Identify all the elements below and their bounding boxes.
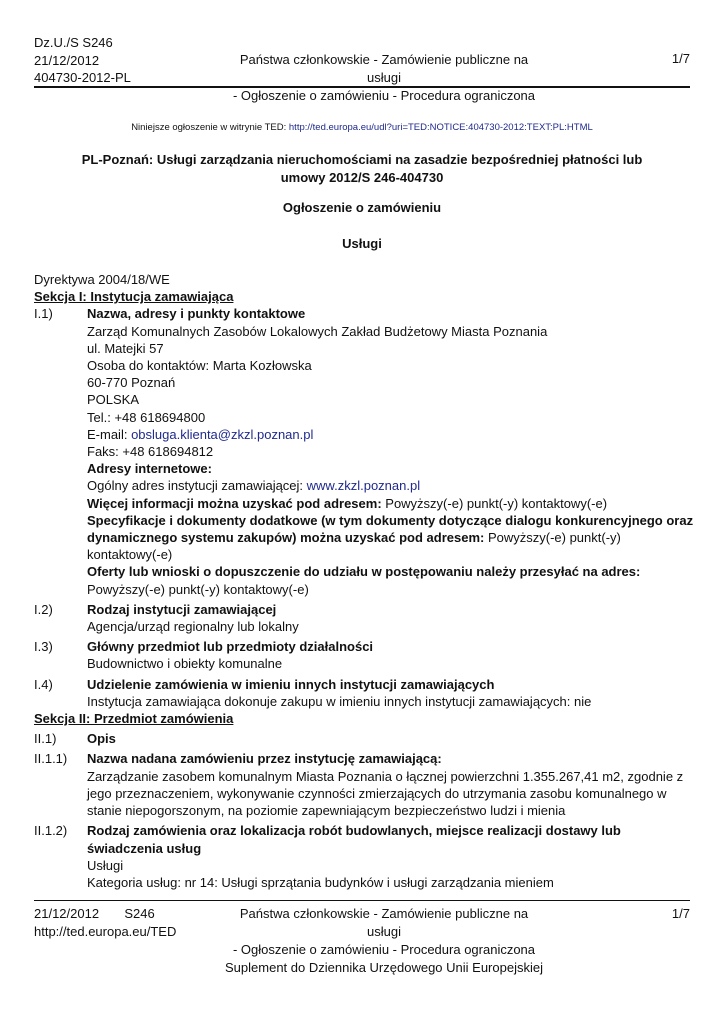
more-info-line: Więcej informacji można uzyskać pod adresem: Powyższy(-e) punkt(-y) kontaktowy(-e) bbox=[87, 495, 608, 511]
footer-line3: Suplement do Dziennika Urzędowego Unii Europejskiej bbox=[225, 960, 543, 975]
item-number: I.2) bbox=[34, 601, 53, 617]
general-address-line: Ogólny adres instytucji zamawiającej: www.zkzl.poznan.pl bbox=[87, 478, 421, 494]
item-ii1 bbox=[34, 730, 694, 747]
item-heading: Nazwa, adresy i punkty kontaktowe bbox=[87, 306, 306, 322]
header-center bbox=[224, 51, 544, 105]
item-text: Usługi bbox=[87, 857, 124, 873]
footer-date-ref: 21/12/2012 S246 bbox=[34, 906, 155, 921]
item-number: I.4) bbox=[34, 676, 53, 692]
header-page-number: 1/7 bbox=[671, 51, 690, 66]
section-1-heading: Sekcja I: Instytucja zamawiająca bbox=[34, 289, 234, 305]
general-url-link[interactable]: www.zkzl.poznan.pl bbox=[306, 478, 421, 494]
item-heading: Udzielenie zamówienia w imieniu innych instytucji zamawiających bbox=[87, 676, 495, 692]
item-text: Agencja/urząd regionalny lub lokalny bbox=[87, 619, 299, 635]
authority-name: Zarząd Komunalnych Zasobów Lokalowych Zakład Budżetowy Miasta Poznania bbox=[87, 323, 548, 339]
item-number: I.3) bbox=[34, 639, 53, 655]
header-date: 21/12/2012 bbox=[34, 52, 100, 68]
header-left bbox=[34, 34, 131, 87]
phone: Tel.: +48 618694800 bbox=[87, 409, 206, 425]
item-heading: Nazwa nadana zamówieniu przez instytucję zamawiającą: bbox=[87, 751, 442, 767]
directive: Dyrektywa 2004/18/WE bbox=[34, 272, 170, 287]
item-number: II.1.1) bbox=[34, 751, 68, 767]
offers-line: Oferty lub wnioski o dopuszczenie do udziału w postępowaniu należy przesyłać na adres: Powyższy(-e) punkt(-y) kontaktowy(-e) bbox=[87, 564, 641, 597]
item-heading: Rodzaj instytucji zamawiającej bbox=[87, 601, 277, 617]
footer-left bbox=[34, 905, 176, 941]
internet-addresses-heading: Adresy internetowe: bbox=[87, 461, 212, 477]
item-number: I.1) bbox=[34, 306, 53, 322]
item-text: Kategoria usług: nr 14: Usługi sprzątania budynków i usługi zarządzania mieniem bbox=[87, 874, 554, 890]
item-ii12 bbox=[34, 822, 694, 891]
item-number: II.1) bbox=[34, 731, 57, 747]
document-title: PL-Poznań: Usługi zarządzania nieruchomościami na zasadzie bezpośredniej płatności lub umowy 2012/S 246-404730 bbox=[81, 152, 643, 185]
item-ii11 bbox=[34, 750, 694, 819]
country: POLSKA bbox=[87, 392, 140, 408]
header-title-line2: - Ogłoszenie o zamówieniu - Procedura ograniczona bbox=[232, 88, 536, 103]
street: ul. Matejki 57 bbox=[87, 340, 164, 356]
email-link[interactable]: obsluga.klienta@zkzl.poznan.pl bbox=[131, 426, 314, 442]
specification-line: Specyfikacje i dokumenty dodatkowe (w tym dokumenty dotyczące dialogu konkurencyjnego oraz dynamicznego systemu zakupów) można uzyskać pod adresem: Powyższy(-e) punkt(-y) kontaktowy(-e) bbox=[87, 512, 694, 563]
footer-line1: Państwa członkowskie - Zamówienie publiczne na usługi bbox=[239, 906, 529, 939]
header-journal-ref: Dz.U./S S246 bbox=[34, 35, 113, 50]
footer-url: http://ted.europa.eu/TED bbox=[34, 924, 177, 939]
item-i3 bbox=[34, 638, 694, 672]
email-line: E-mail: obsluga.klienta@zkzl.poznan.pl bbox=[87, 426, 314, 442]
item-i4 bbox=[34, 676, 694, 710]
notice-prefix: Niniejsze ogłoszenie w witrynie TED: bbox=[131, 122, 289, 133]
footer-page-number: 1/7 bbox=[671, 906, 690, 921]
section-2-heading: Sekcja II: Przedmiot zamówienia bbox=[34, 711, 234, 727]
header-title-line1: Państwa członkowskie - Zamówienie publiczne na usługi bbox=[239, 52, 529, 85]
footer-center bbox=[224, 905, 544, 977]
item-text: Instytucja zamawiająca dokonuje zakupu w imieniu innych instytucji zamawiających: nie bbox=[87, 693, 592, 709]
item-text: Zarządzanie zasobem komunalnym Miasta Poznania o łącznej powierzchni 1.355.267,41 m2, zgodnie z jego przeznaczeniem, wykonywanie czynności zmierzających do utrzymania zasobu komunalnego w stanie niepogorszonym, na poziomie zapewniającym bezpieczeństwo ludzi i mienia bbox=[87, 768, 684, 819]
item-i1 bbox=[34, 305, 694, 597]
item-heading: Rodzaj zamówienia oraz lokalizacja robót budowlanych, miejsce realizacji dostawy lub świadczenia usług bbox=[87, 823, 621, 856]
contract-type: Usługi bbox=[342, 236, 382, 251]
ted-notice-line bbox=[0, 122, 724, 133]
notice-link[interactable]: http://ted.europa.eu/udl?uri=TED:NOTICE:404730-2012:TEXT:PL:HTML bbox=[288, 122, 593, 133]
page-footer bbox=[34, 900, 690, 975]
header-notice-id: 404730-2012-PL bbox=[34, 70, 131, 85]
notice-type: Ogłoszenie o zamówieniu bbox=[282, 200, 442, 215]
item-heading: Opis bbox=[87, 731, 116, 747]
footer-line2: - Ogłoszenie o zamówieniu - Procedura ograniczona bbox=[232, 942, 536, 957]
item-number: II.1.2) bbox=[34, 823, 68, 839]
item-text: Budownictwo i obiekty komunalne bbox=[87, 656, 283, 672]
document-body bbox=[34, 271, 694, 891]
page-header bbox=[34, 34, 690, 103]
contact-person: Osoba do kontaktów: Marta Kozłowska bbox=[87, 358, 312, 374]
postal-city: 60-770 Poznań bbox=[87, 375, 176, 391]
fax: Faks: +48 618694812 bbox=[87, 444, 214, 460]
item-heading: Główny przedmiot lub przedmioty działalności bbox=[87, 639, 374, 655]
item-i2 bbox=[34, 601, 694, 635]
